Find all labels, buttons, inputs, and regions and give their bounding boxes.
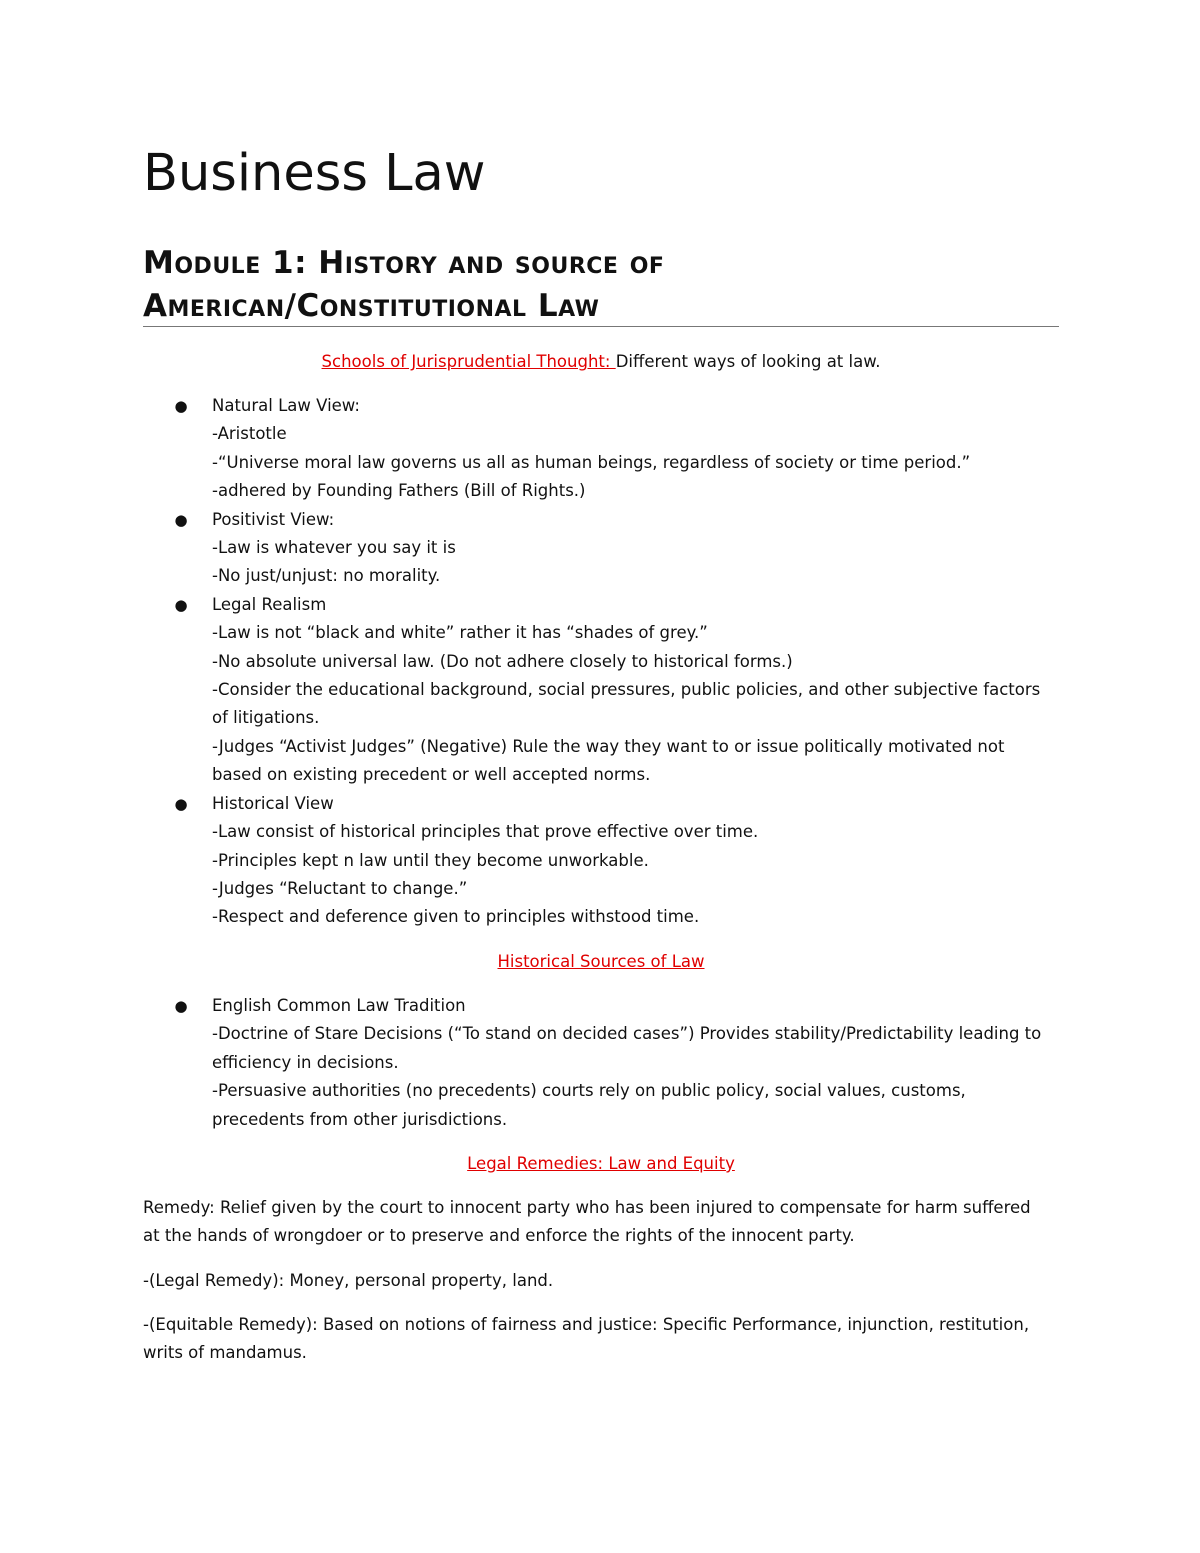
- remedy-definition-paragraph: Remedy: Relief given by the court to innocent party who has been injured to compensate for harm suffered at the hands of wrongdoer or to preserve and enforce the rights of the innocent party.: [143, 1198, 1031, 1246]
- list-item-line: -Judges “Activist Judges” (Negative) Rule the way they want to or issue politically motivated not based on existing precedent or well accepted norms.: [212, 736, 1005, 785]
- section-heading-description: Different ways of looking at law.: [615, 352, 881, 371]
- list-item-label: English Common Law Tradition: [212, 996, 466, 1015]
- module-heading: Module 1: History and source of American/Constitutional Law: [143, 245, 665, 324]
- list-item-line: -Persuasive authorities (no precedents) courts rely on public policy, social values, customs, precedents from other jurisdictions.: [212, 1081, 966, 1129]
- section-heading-link: Historical Sources of Law: [497, 952, 705, 971]
- legal-remedy-paragraph: -(Legal Remedy): Money, personal property, land.: [143, 1271, 554, 1290]
- bullet-icon: ●: [174, 595, 188, 614]
- section-heading-link: Schools of Jurisprudential Thought:: [321, 352, 616, 371]
- list-item-line: -Law consist of historical principles that prove effective over time.: [212, 822, 759, 842]
- list-item-line: -adhered by Founding Fathers (Bill of Rights.): [212, 481, 586, 501]
- bullet-icon: ●: [174, 510, 188, 529]
- list-item-line: -Aristotle: [212, 424, 287, 444]
- bullet-icon: ●: [174, 397, 188, 415]
- list-item-line: -“Universe moral law governs us all as human beings, regardless of society or time period.”: [212, 452, 971, 472]
- list-item-line: -Judges “Reluctant to change.”: [212, 878, 468, 898]
- section-heading-legal-remedies: [143, 1150, 1059, 1178]
- list-item-historical-view: [143, 790, 1059, 932]
- list-item-label: Historical View: [212, 793, 334, 813]
- list-item-label: Natural Law View:: [212, 396, 360, 415]
- list-item-line: -Respect and deference given to principles withstood time.: [212, 907, 700, 927]
- section-heading-link: Legal Remedies: Law and Equity: [467, 1154, 735, 1173]
- list-item-line: -Consider the educational background, social pressures, public policies, and other subjective factors of litigations.: [212, 680, 1041, 728]
- page-title: Business Law: [143, 144, 486, 203]
- list-item-english-common-law: [143, 992, 1059, 1134]
- list-item-line: -No absolute universal law. (Do not adhere closely to historical forms.): [212, 651, 793, 671]
- list-item-line: -Doctrine of Stare Decisions (“To stand on decided cases”) Provides stability/Predictability leading to efficiency in decisions.: [212, 1024, 1042, 1072]
- list-item-line: -Principles kept n law until they become unworkable.: [212, 850, 649, 870]
- equitable-remedy-paragraph: -(Equitable Remedy): Based on notions of fairness and justice: Specific Performance, injunction, restitution, writs of mandamus.: [143, 1315, 1030, 1363]
- list-item-positivist: [143, 506, 1059, 591]
- historical-sources-list: [143, 992, 1059, 1134]
- list-item-natural-law: [143, 392, 1059, 506]
- list-item-line: -Law is not “black and white” rather it has “shades of grey.”: [212, 623, 708, 643]
- jurisprudence-list: [143, 392, 1059, 932]
- list-item-label: Positivist View:: [212, 509, 335, 529]
- list-item-legal-realism: [143, 591, 1059, 790]
- list-item-label: Legal Realism: [212, 594, 327, 614]
- list-item-line: -Law is whatever you say it is: [212, 538, 456, 558]
- section-heading-jurisprudential-thought: [143, 348, 1059, 376]
- bullet-icon: ●: [174, 794, 188, 813]
- list-item-line: -No just/unjust: no morality.: [212, 566, 441, 586]
- section-heading-historical-sources: [143, 948, 1059, 976]
- bullet-icon: ●: [174, 997, 188, 1015]
- heading-divider: [143, 326, 1059, 327]
